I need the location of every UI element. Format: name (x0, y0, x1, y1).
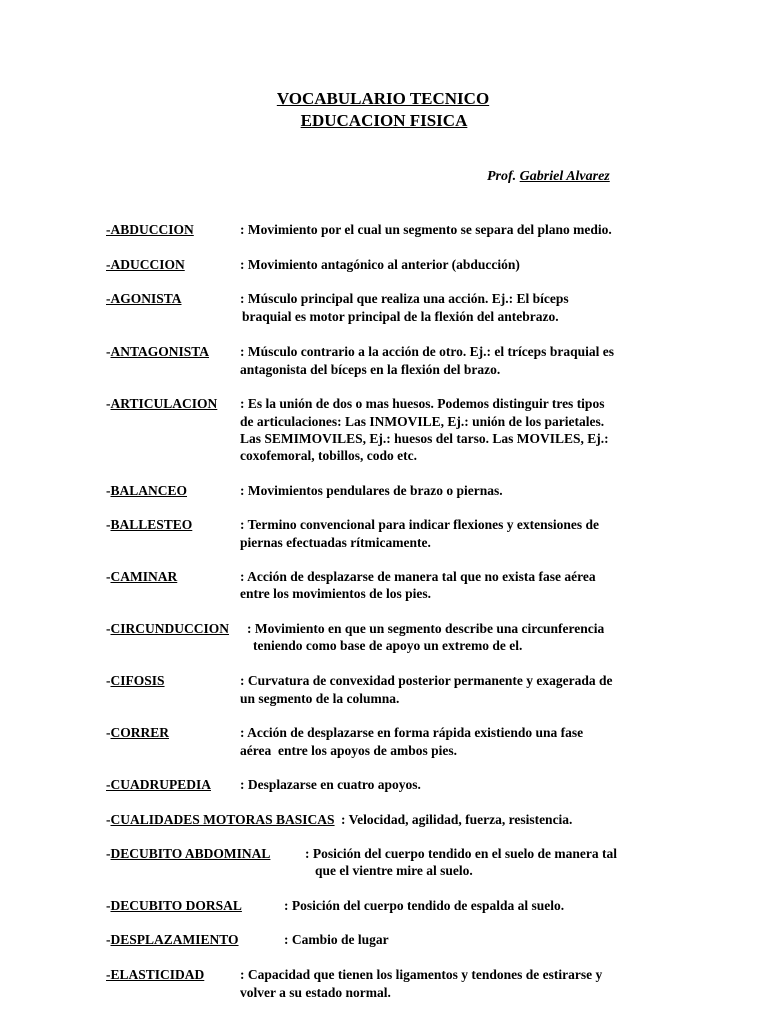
entry-dash: - (106, 257, 111, 272)
entry-term: DECUBITO ABDOMINAL (110, 846, 271, 861)
entry-definition: : Posición del cuerpo tendido en el suelo de manera tal (305, 846, 617, 861)
entry-dash: - (106, 483, 111, 498)
entry-definition: : Movimiento en que un segmento describe una circunferencia (247, 621, 605, 636)
entry-definition: : Velocidad, agilidad, fuerza, resistencia. (340, 812, 573, 827)
entry-term: ARTICULACION (110, 396, 218, 411)
document-title-line2: EDUCACION FISICA (300, 111, 468, 130)
entry-definition-cont: piernas efectuadas rítmicamente. (240, 535, 431, 550)
entry-term: BALANCEO (110, 483, 188, 498)
entry-dash: - (106, 291, 111, 306)
entry-definition-cont: Las SEMIMOVILES, Ej.: huesos del tarso. Las MOVILES, Ej.: (240, 431, 609, 446)
entry-dash: - (106, 898, 111, 913)
entry-dash: - (106, 846, 111, 861)
glossary-entry (106, 966, 603, 1000)
entry-term: ANTAGONISTA (110, 344, 210, 359)
entry-dash: - (106, 777, 111, 792)
entry-definition: : Músculo contrario a la acción de otro. Ej.: el tríceps braquial es (240, 344, 614, 359)
glossary-entry (106, 897, 565, 915)
glossary-entry (106, 516, 600, 550)
entry-dash: - (106, 812, 111, 827)
glossary-entry (106, 221, 612, 239)
entry-definition-cont: que el vientre mire al suelo. (315, 863, 473, 878)
glossary-entry (106, 811, 572, 829)
entry-definition-cont: coxofemoral, tobillos, codo etc. (240, 448, 417, 463)
author-name: Gabriel Alvarez (519, 169, 610, 184)
entry-definition: : Acción de desplazarse en forma rápida existiendo una fase (240, 725, 584, 740)
entry-term: CORRER (110, 725, 170, 740)
entry-dash: - (106, 673, 111, 688)
entry-term: BALLESTEO (110, 517, 193, 532)
glossary-entry (106, 256, 520, 274)
entry-dash: - (106, 517, 111, 532)
glossary-entry (106, 845, 617, 878)
entry-definition: : Movimiento por el cual un segmento se separa del plano medio. (240, 222, 612, 237)
entry-definition: : Acción de desplazarse de manera tal que no exista fase aérea (240, 569, 596, 584)
entry-term: CAMINAR (110, 569, 178, 584)
entry-term: CUADRUPEDIA (110, 777, 211, 792)
entry-definition: : Movimiento antagónico al anterior (abducción) (240, 257, 520, 272)
author-line (487, 169, 610, 185)
entry-definition: : Es la unión de dos o mas huesos. Podemos distinguir tres tipos (240, 396, 605, 411)
entry-term: DESPLAZAMIENTO (110, 932, 239, 947)
glossary-entry (106, 568, 596, 601)
entry-definition-cont: entre los movimientos de los pies. (240, 586, 431, 601)
entry-definition: : Posición del cuerpo tendido de espalda al suelo. (284, 898, 565, 913)
entry-term: ADUCCION (110, 257, 185, 272)
entry-definition: : Desplazarse en cuatro apoyos. (240, 777, 421, 792)
entry-dash: - (106, 396, 111, 411)
glossary-entry (106, 931, 389, 949)
glossary-entry (106, 343, 614, 377)
entry-definition: : Termino convencional para indicar flexiones y extensiones de (240, 517, 600, 532)
glossary-entry (106, 724, 584, 758)
entry-term: AGONISTA (110, 291, 182, 306)
glossary-entry (106, 620, 605, 653)
entry-definition-cont: antagonista del bíceps en la flexión del brazo. (240, 362, 501, 377)
glossary-entry (106, 395, 609, 463)
entry-dash: - (106, 569, 111, 584)
entry-dash: - (106, 932, 111, 947)
entry-definition-cont: un segmento de la columna. (240, 691, 400, 706)
entry-term: CIFOSIS (110, 673, 165, 688)
entry-term: DECUBITO DORSAL (110, 898, 242, 913)
document-title-line1: VOCABULARIO TECNICO (276, 89, 490, 108)
entry-definition-cont: volver a su estado normal. (240, 985, 391, 1000)
glossary-entry (106, 672, 613, 706)
entry-definition: : Músculo principal que realiza una acción. Ej.: El bíceps (240, 291, 569, 306)
entry-definition: : Movimientos pendulares de brazo o piernas. (240, 483, 503, 498)
entry-dash: - (106, 621, 111, 636)
glossary-entry (106, 482, 503, 500)
glossary-entry (106, 290, 569, 324)
entry-dash: - (106, 222, 111, 237)
entry-dash: - (106, 967, 111, 982)
entry-definition: : Curvatura de convexidad posterior permanente y exagerada de (240, 673, 613, 688)
entry-dash: - (106, 344, 111, 359)
entry-term: CUALIDADES MOTORAS BASICAS (110, 812, 335, 827)
entry-definition-cont: teniendo como base de apoyo un extremo de el. (253, 638, 523, 653)
entry-definition-cont: aérea entre los apoyos de ambos pies. (240, 743, 457, 758)
entry-definition-cont: braquial es motor principal de la flexión del antebrazo. (242, 309, 559, 324)
entry-term: CIRCUNDUCCION (110, 621, 230, 636)
glossary-entry (106, 776, 421, 794)
entry-definition-cont: de articulaciones: Las INMOVILE, Ej.: unión de los parietales. (240, 414, 605, 429)
entry-definition: : Capacidad que tienen los ligamentos y tendones de estirarse y (240, 967, 603, 982)
entry-term: ELASTICIDAD (110, 967, 205, 982)
entry-definition: : Cambio de lugar (284, 932, 389, 947)
author-prefix: Prof. (487, 169, 517, 184)
entry-term: ABDUCCION (110, 222, 194, 237)
entry-dash: - (106, 725, 111, 740)
